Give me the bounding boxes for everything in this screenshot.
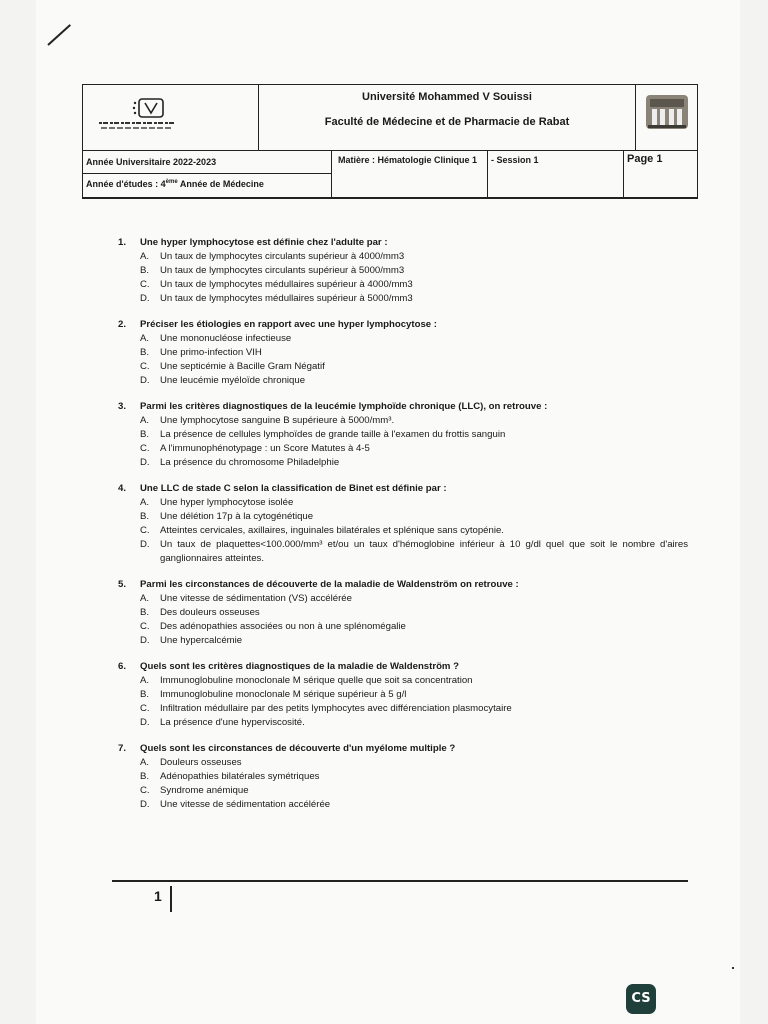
university-name: Université Mohammed V Souissi [362, 91, 532, 103]
faculty-name: Faculté de Médecine et de Pharmacie de Rabat [324, 116, 570, 128]
study-year-sup: ème [165, 179, 178, 185]
question-number: 1. [118, 237, 127, 248]
question-number: 2. [118, 319, 127, 330]
option-d: D. La présence d'une hyperviscosité. [140, 717, 305, 728]
option-b: B. Un taux de lymphocytes circulants supérieur à 5000/mm3 [140, 265, 405, 276]
option-b: B. Des douleurs osseuses [140, 607, 260, 618]
option-c: C. Atteintes cervicales, axillaires, inguinales bilatérales et splénique sans cytopénie. [140, 525, 504, 536]
academic-year: Année Universitaire 2022-2023 [82, 150, 332, 174]
university-logo-cell [82, 84, 259, 151]
option-b: B. La présence de cellules lymphoïdes de grande taille à l'examen du frottis sanguin [140, 429, 506, 440]
question-number: 7. [118, 743, 127, 754]
question-title: Parmi les critères diagnostiques de la leucémie lymphoïde chronique (LLC), on retrouve : [140, 401, 548, 412]
footer-rule [112, 880, 688, 882]
camscanner-badge-icon: CS [626, 984, 656, 1014]
question-7 [118, 742, 688, 812]
building-crest-icon [644, 89, 690, 133]
question-title: Une LLC de stade C selon la classification de Binet est définie par : [140, 483, 447, 494]
option-a: A. Une vitesse de sédimentation (VS) accélérée [140, 593, 352, 604]
option-c: C. Syndrome anémique [140, 785, 249, 796]
option-a: A. Une hyper lymphocytose isolée [140, 497, 294, 508]
option-c: C. Infiltration médullaire par des petits lymphocytes avec différenciation plasmocytaire [140, 703, 512, 714]
option-c: C. A l'immunophénotypage : un Score Matutes à 4-5 [140, 443, 370, 454]
option-c: C. Des adénopathies associées ou non à une splénomégalie [140, 621, 406, 632]
question-2 [118, 318, 688, 388]
option-a: A. Une mononucléose infectieuse [140, 333, 292, 344]
exam-header [82, 84, 698, 199]
option-b: B. Une délétion 17p à la cytogénétique [140, 511, 314, 522]
title-cell [258, 84, 636, 151]
option-d: D. Un taux de plaquettes<100.000/mm³ et/ou un taux d'hémoglobine inférieur à 10 g/dl quel que soit le nombre d'aires ganglionnaires atteintes. [140, 539, 688, 564]
session: - Session 1 [487, 150, 624, 198]
university-logo-icon [89, 95, 209, 135]
question-number: 5. [118, 579, 127, 590]
question-number: 6. [118, 661, 127, 672]
question-number: 3. [118, 401, 127, 412]
question-title: Quels sont les circonstances de découverte d'un myélome multiple ? [140, 743, 456, 754]
option-d: D. Une hypercalcémie [140, 635, 243, 646]
option-a: A. Douleurs osseuses [140, 757, 242, 768]
question-title: Une hyper lymphocytose est définie chez l'adulte par : [140, 237, 388, 248]
study-year-prefix: Année d'études : 4 [86, 179, 166, 189]
scan-speck [732, 967, 734, 969]
question-title: Préciser les étiologies en rapport avec une hyper lymphocytose : [140, 319, 437, 330]
option-b: B. Une primo-infection VIH [140, 347, 262, 358]
question-6 [118, 660, 688, 730]
question-3 [118, 400, 688, 470]
question-list [118, 236, 688, 824]
option-d: D. Une leucémie myéloïde chronique [140, 375, 306, 386]
option-d: D. Une vitesse de sédimentation accélérée [140, 799, 331, 810]
option-d: D. La présence du chromosome Philadelphie [140, 457, 340, 468]
option-b: B. Adénopathies bilatérales symétriques [140, 771, 320, 782]
question-title: Parmi les circonstances de découverte de la maladie de Waldenström on retrouve : [140, 579, 519, 590]
page-label: Page 1 [623, 150, 698, 198]
option-c: C. Un taux de lymphocytes médullaires supérieur à 4000/mm3 [140, 279, 413, 290]
study-year [82, 173, 332, 198]
question-5 [118, 578, 688, 648]
option-d: D. Un taux de lymphocytes médullaires supérieur à 5000/mm3 [140, 293, 413, 304]
option-a: A. Une lymphocytose sanguine B supérieure à 5000/mm³. [140, 415, 395, 426]
option-a: A. Immunoglobuline monoclonale M sérique quelle que soit sa concentration [140, 675, 473, 686]
crest-cell [635, 84, 698, 151]
subject: Matière : Hématologie Clinique 1 [331, 150, 488, 198]
question-number: 4. [118, 483, 127, 494]
question-title: Quels sont les critères diagnostiques de la maladie de Waldenström ? [140, 661, 459, 672]
option-a: A. Un taux de lymphocytes circulants supérieur à 4000/mm3 [140, 251, 405, 262]
footer-divider [170, 886, 172, 912]
option-c: C. Une septicémie à Bacille Gram Négatif [140, 361, 325, 372]
study-year-suffix: Année de Médecine [177, 179, 264, 189]
option-b: B. Immunoglobuline monoclonale M sérique supérieur à 5 g/l [140, 689, 407, 700]
question-1 [118, 236, 688, 306]
question-4 [118, 482, 688, 566]
footer-page-number: 1 [154, 888, 162, 904]
